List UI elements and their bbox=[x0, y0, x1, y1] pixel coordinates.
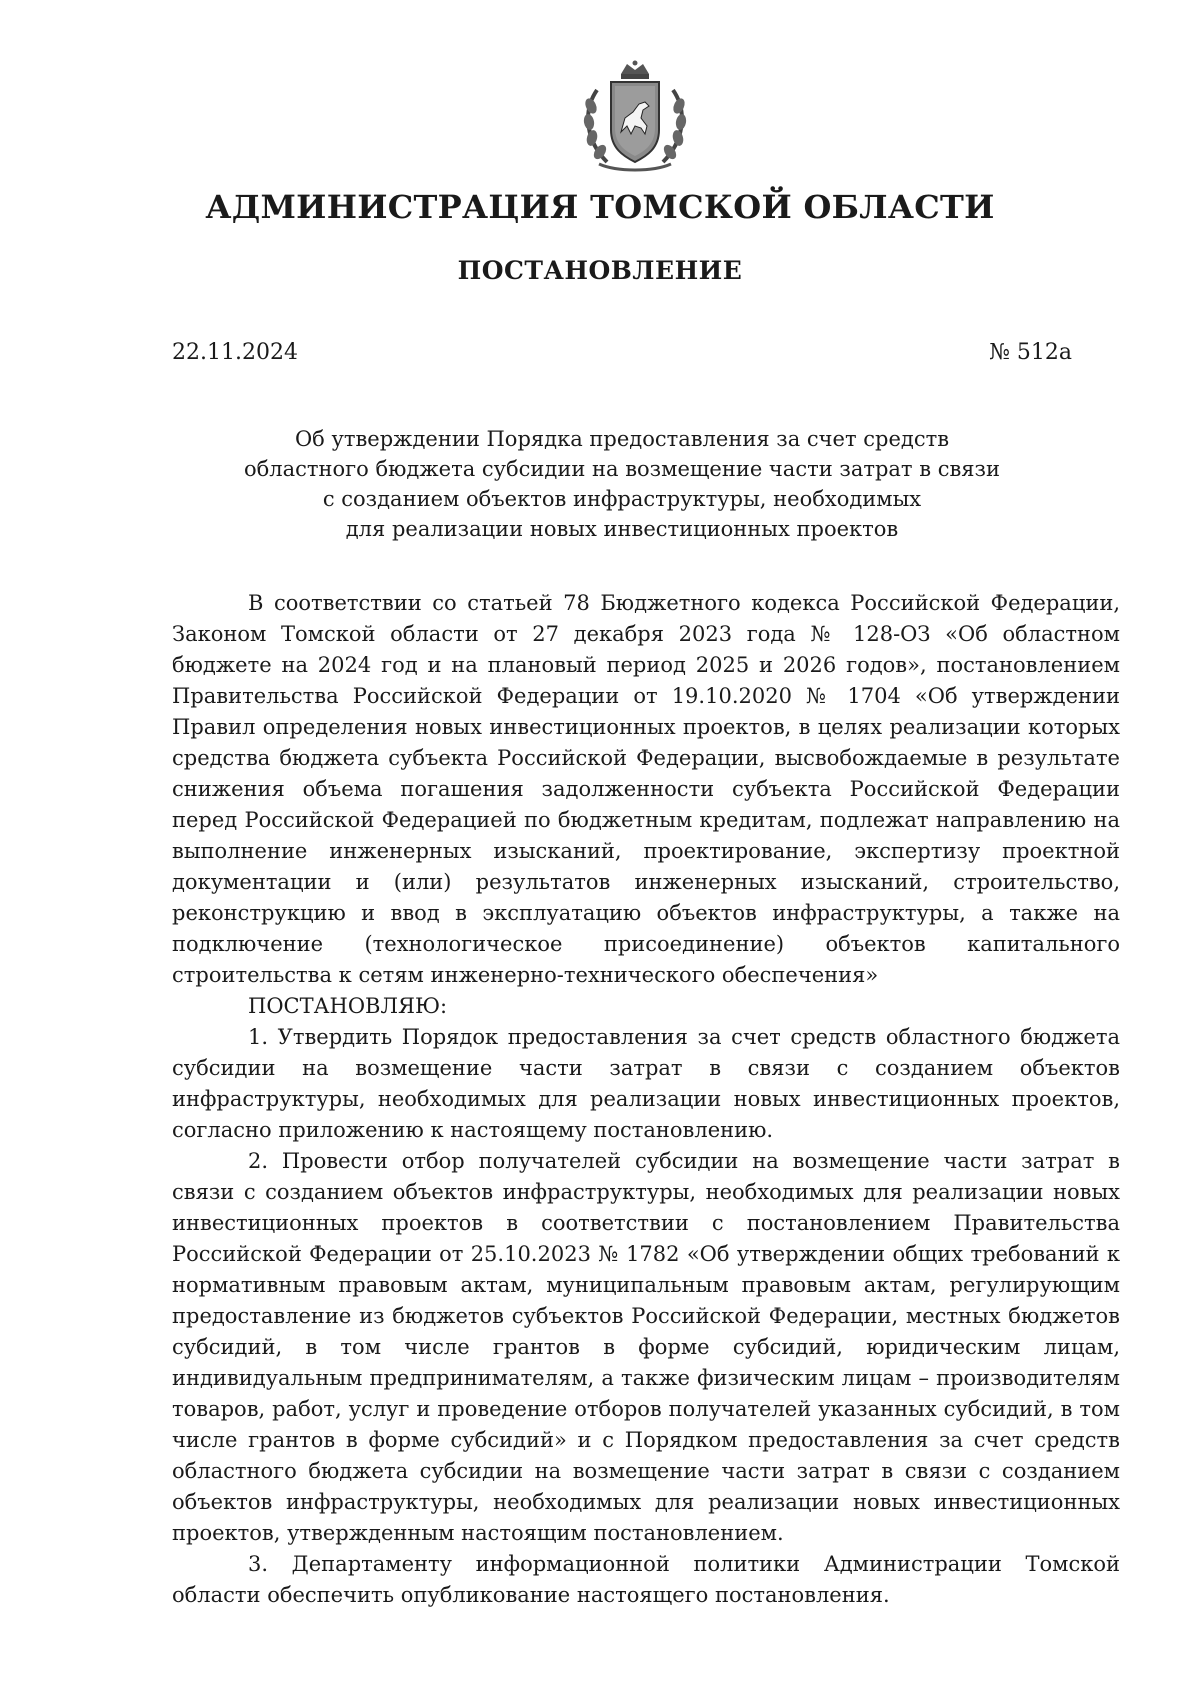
item-1-paragraph: 1. Утвердить Порядок предоставления за счет средств областного бюджета субсидии на возмещение части затрат в связи с созданием объектов инфраструктуры, необходимых для реализации новых инвестиционных проектов, согласно приложению к настоящему постановлению. bbox=[172, 1025, 1120, 1142]
title-line: для реализации новых инвестиционных проектов bbox=[345, 517, 899, 541]
document-title bbox=[172, 424, 1072, 544]
title-line: Об утверждении Порядка предоставления за счет средств bbox=[294, 427, 950, 451]
preamble-paragraph: В соответствии со статьей 78 Бюджетного кодекса Российской Федерации, Законом Томской области от 27 декабря 2023 года № 128-ОЗ «Об областном бюджете на 2024 год и на плановый период 2025 и 2026 годов», постановлением Правительства Российской Федерации от 19.10.2020 № 1704 «Об утверждении Правил определения новых инвестиционных проектов, в целях реализации которых средства бюджета субъекта Российской Федерации, высвобождаемые в результате снижения объема погашения задолженности субъекта Российской Федерации перед Российской Федерацией по бюджетным кредитам, подлежат направлению на выполнение инженерных изысканий, проектирование, экспертизу проектной документации и (или) результатов инженерных изысканий, строительство, реконструкцию и ввод в эксплуатацию объектов инфраструктуры, а также на подключение (технологическое присоединение) объектов капитального строительства к сетям инженерно-технического обеспечения» bbox=[172, 591, 1120, 987]
resolve-heading: ПОСТАНОВЛЯЮ: bbox=[248, 994, 448, 1018]
document-number: № 512а bbox=[989, 340, 1072, 365]
document-date: 22.11.2024 bbox=[172, 340, 298, 365]
document-type: ПОСТАНОВЛЕНИЕ bbox=[457, 256, 743, 285]
title-line: с созданием объектов инфраструктуры, необходимых bbox=[322, 487, 922, 511]
tomsk-region-coat-of-arms-icon bbox=[577, 60, 693, 176]
item-3-paragraph: 3. Департаменту информационной политики Администрации Томской области обеспечить опубликование настоящего постановления. bbox=[172, 1552, 1120, 1607]
item-2-paragraph: 2. Провести отбор получателей субсидии на возмещение части затрат в связи с созданием объектов инфраструктуры, необходимых для реализации новых инвестиционных проектов в соответствии с постановлением Правительства Российской Федерации от 25.10.2023 № 1782 «Об утверждении общих требований к нормативным правовым актам, муниципальным правовым актам, регулирующим предоставление из бюджетов субъектов Российской Федерации, местных бюджетов субсидий, в том числе грантов в форме субсидий, юридическим лицам, индивидуальным предпринимателям, а также физическим лицам – производителям товаров, работ, услуг и проведение отборов получателей указанных субсидий, в том числе грантов в форме субсидий» и с Порядком предоставления за счет средств областного бюджета субсидии на возмещение части затрат в связи с созданием объектов инфраструктуры, необходимых для реализации новых инвестиционных проектов, утвержденным настоящим постановлением. bbox=[172, 1149, 1120, 1545]
organization-title: АДМИНИСТРАЦИЯ ТОМСКОЙ ОБЛАСТИ bbox=[205, 188, 995, 226]
title-line: областного бюджета субсидии на возмещение части затрат в связи bbox=[243, 457, 1001, 481]
document-body bbox=[172, 588, 1120, 1611]
